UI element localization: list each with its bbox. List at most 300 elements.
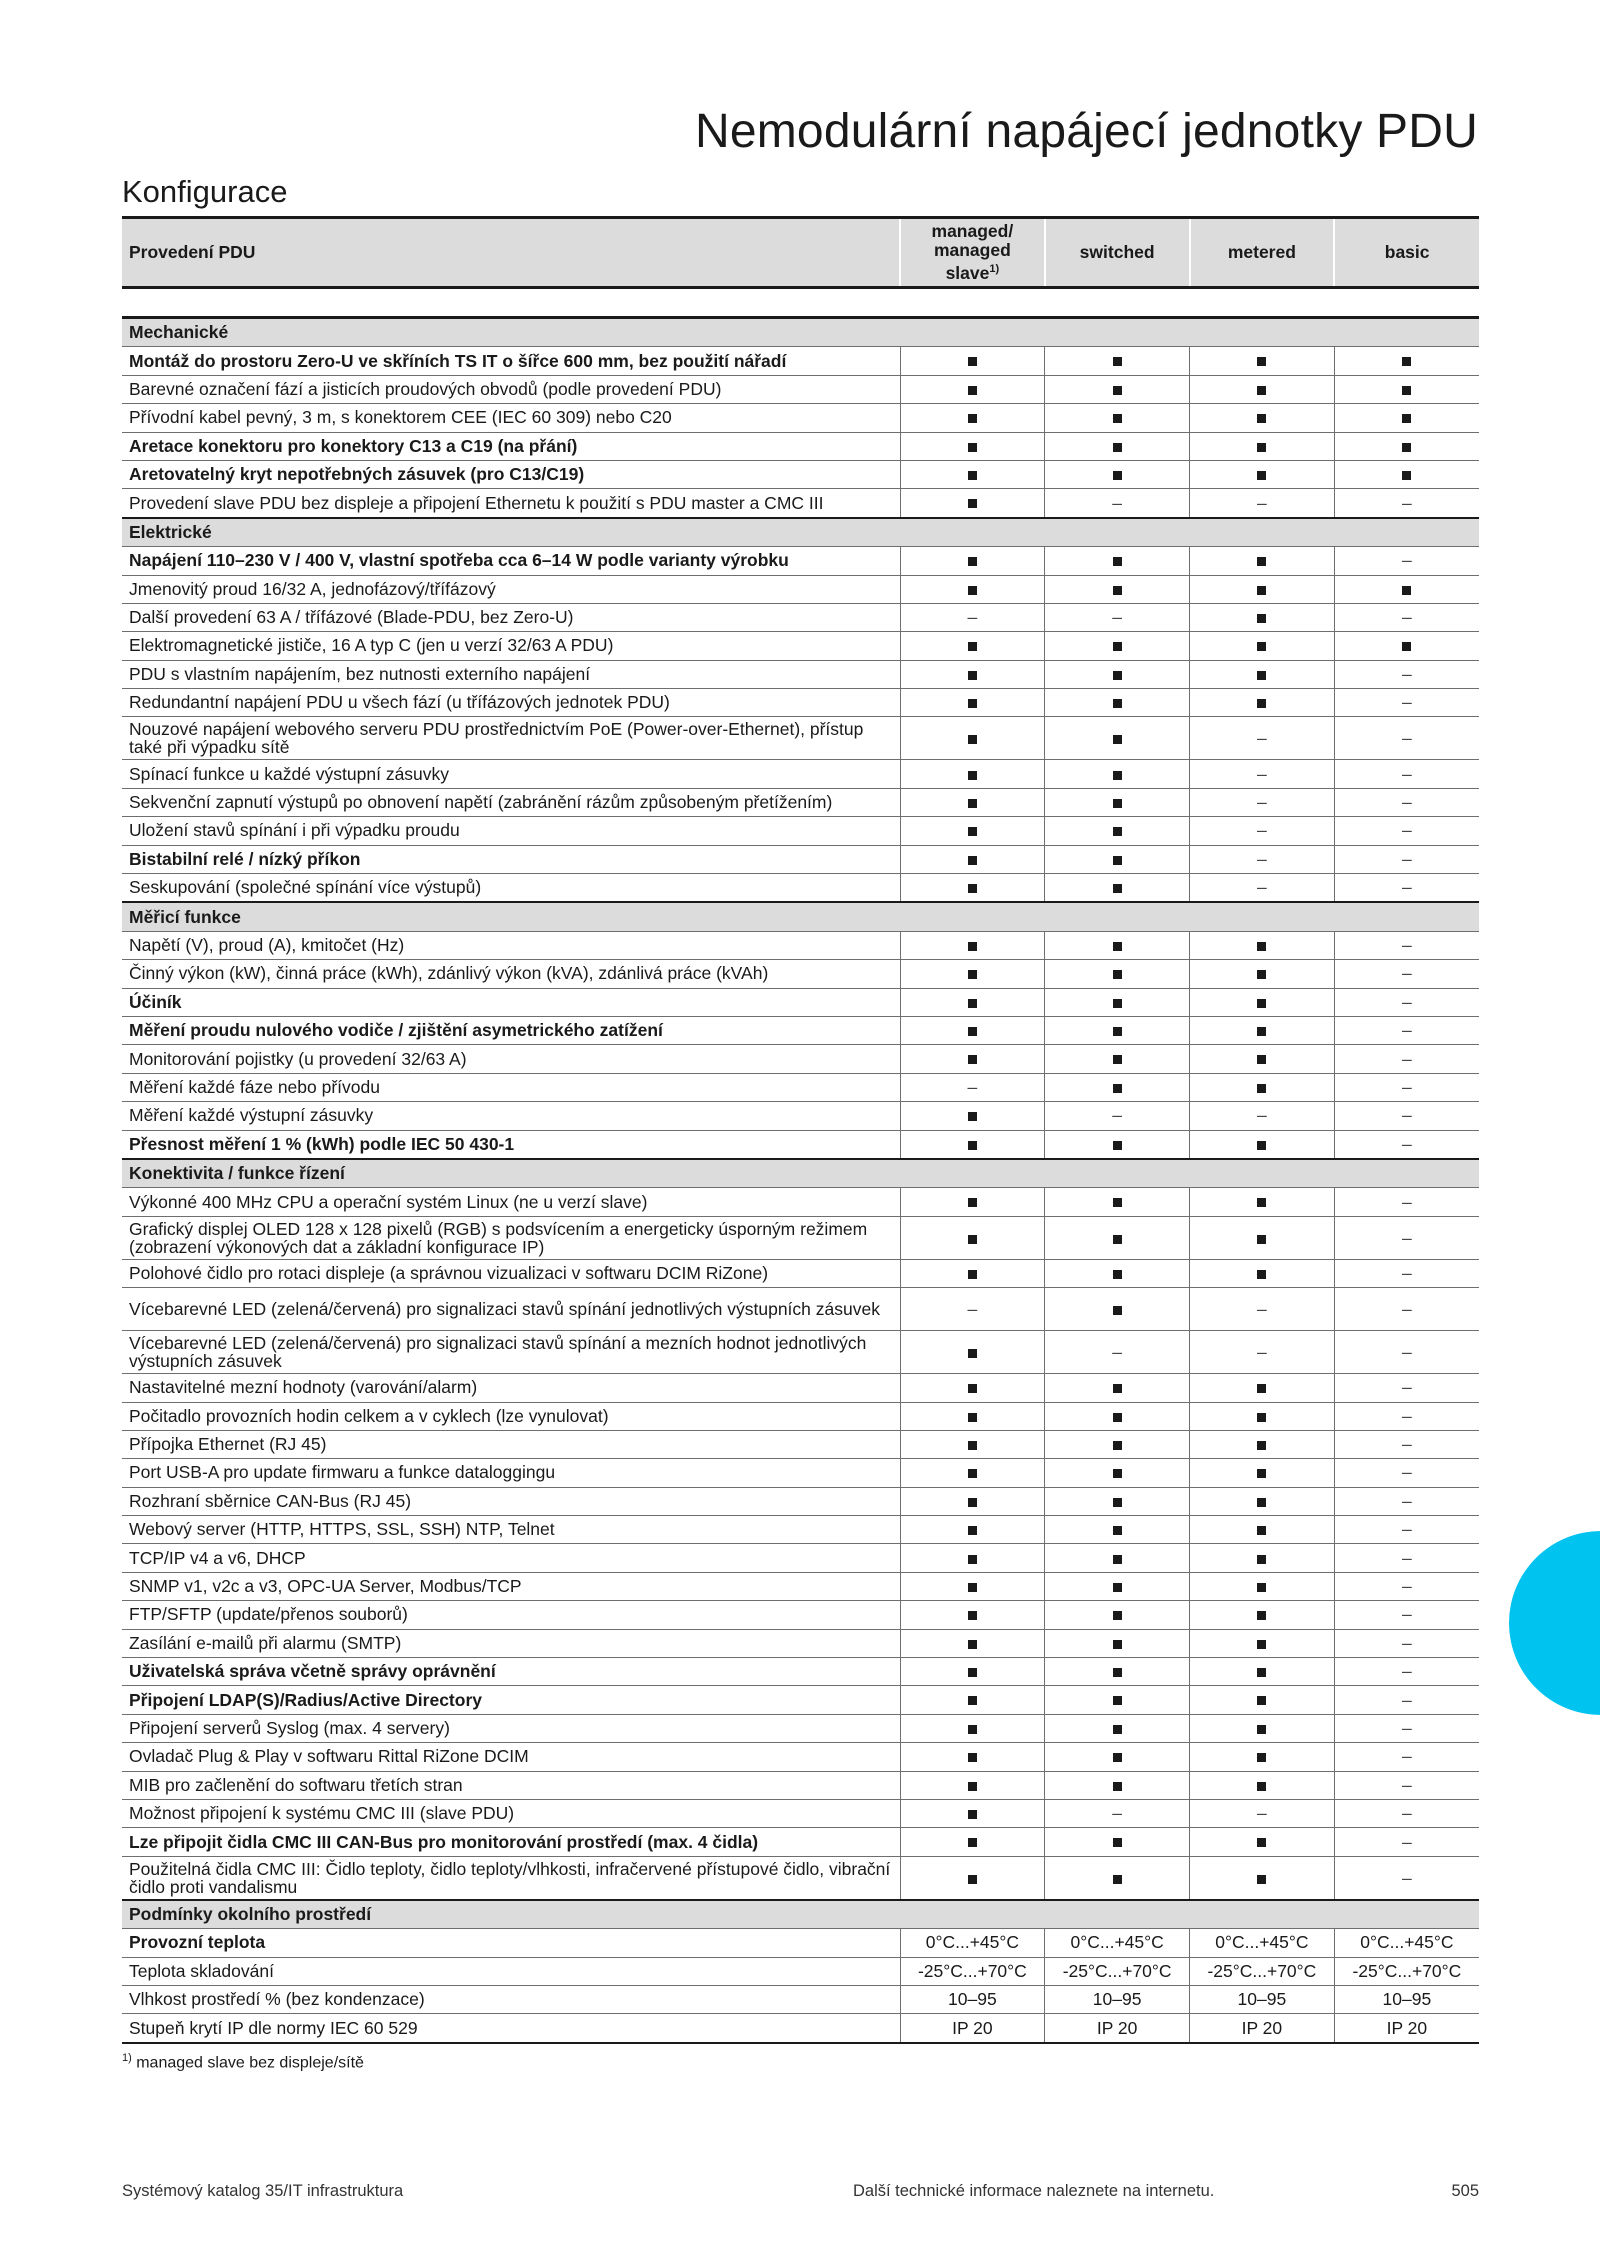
filled-square-icon — [968, 1555, 977, 1564]
feature-label: Monitorování pojistky (u provedení 32/63 A) — [122, 1045, 900, 1073]
table-row — [122, 1957, 1479, 1985]
chapter-tab-marker — [1509, 1531, 1600, 1715]
feature-available-cell — [1190, 1714, 1335, 1742]
feature-available-cell — [1045, 1130, 1190, 1159]
table-row — [122, 432, 1479, 460]
filled-square-icon — [968, 1875, 977, 1884]
filled-square-icon — [968, 942, 977, 951]
filled-square-icon — [1257, 699, 1266, 708]
header-col-text: slave — [945, 262, 990, 283]
feature-unavailable-cell — [1334, 1743, 1479, 1771]
dash-mark: – — [1257, 877, 1267, 898]
value-cell — [1190, 1929, 1335, 1957]
feature-unavailable-cell — [1334, 547, 1479, 575]
feature-available-cell — [1045, 1188, 1190, 1216]
filled-square-icon — [968, 1753, 977, 1762]
section-row — [122, 318, 1479, 347]
filled-square-icon — [1113, 1668, 1122, 1677]
feature-label: Port USB-A pro update firmwaru a funkce dataloggingu — [122, 1459, 900, 1487]
table-row — [122, 404, 1479, 432]
feature-label: Napětí (V), proud (A), kmitočet (Hz) — [122, 931, 900, 959]
cell-value: 10–95 — [948, 1989, 997, 2010]
dash-mark: – — [1402, 1576, 1412, 1597]
filled-square-icon — [968, 1469, 977, 1478]
table-row — [122, 1658, 1479, 1686]
dash-mark: – — [967, 1076, 978, 1097]
filled-square-icon — [1257, 1782, 1266, 1791]
filled-square-icon — [1113, 1384, 1122, 1393]
feature-available-cell — [1190, 404, 1335, 432]
table-row — [122, 1402, 1479, 1430]
feature-available-cell — [1190, 660, 1335, 688]
feature-label: Montáž do prostoru Zero-U ve skříních TS IT o šířce 600 mm, bez použití nářadí — [122, 347, 900, 375]
feature-label: Počitadlo provozních hodin celkem a v cyklech (lze vynulovat) — [122, 1402, 900, 1430]
dash-mark: – — [1257, 1299, 1267, 1320]
cell-value: -25°C...+70°C — [1352, 1960, 1462, 1981]
cell-value: 0°C...+45°C — [1070, 1932, 1164, 1953]
feature-unavailable-cell — [1334, 1130, 1479, 1159]
table-row — [122, 931, 1479, 959]
feature-available-cell — [900, 1799, 1045, 1827]
filled-square-icon — [1113, 471, 1122, 480]
header-col-text: metered — [1227, 242, 1296, 262]
filled-square-icon — [968, 386, 977, 395]
dash-mark: – — [1402, 1262, 1412, 1283]
feature-available-cell — [900, 1686, 1045, 1714]
feature-label: Vícebarevné LED (zelená/červená) pro signalizaci stavů spínání jednotlivých výstupních zásuvek — [122, 1288, 900, 1331]
page-subtitle: Konfigurace — [122, 174, 288, 209]
dash-mark: – — [1402, 492, 1412, 513]
feature-unavailable-cell — [1045, 1799, 1190, 1827]
filled-square-icon — [1257, 942, 1266, 951]
table-row — [122, 1629, 1479, 1657]
filled-square-icon — [1113, 1235, 1122, 1244]
feature-available-cell — [900, 1459, 1045, 1487]
feature-available-cell — [900, 1856, 1045, 1900]
filled-square-icon — [1113, 735, 1122, 744]
feature-unavailable-cell — [1334, 1856, 1479, 1900]
table-row — [122, 1045, 1479, 1073]
feature-unavailable-cell — [1334, 1216, 1479, 1259]
feature-available-cell — [1045, 1430, 1190, 1458]
feature-available-cell — [1190, 1216, 1335, 1259]
feature-available-cell — [1045, 1828, 1190, 1856]
table-row — [122, 960, 1479, 988]
feature-available-cell — [1190, 432, 1335, 460]
value-cell — [900, 1957, 1045, 1985]
dash-mark: – — [1402, 1831, 1412, 1852]
feature-available-cell — [900, 1402, 1045, 1430]
feature-label: Výkonné 400 MHz CPU a operační systém Linux (ne u verzí slave) — [122, 1188, 900, 1216]
filled-square-icon — [1257, 1640, 1266, 1649]
feature-label: Aretace konektoru pro konektory C13 a C19 (na přání) — [122, 432, 900, 460]
feature-label: Redundantní napájení PDU u všech fází (u třífázových jednotek PDU) — [122, 689, 900, 717]
feature-available-cell — [1190, 1130, 1335, 1159]
table-row — [122, 1714, 1479, 1742]
filled-square-icon — [1257, 1611, 1266, 1620]
value-cell — [900, 1985, 1045, 2013]
feature-available-cell — [900, 660, 1045, 688]
filled-square-icon — [1257, 1875, 1266, 1884]
dash-mark: – — [1402, 1076, 1412, 1097]
feature-label: MIB pro začlenění do softwaru třetích stran — [122, 1771, 900, 1799]
feature-available-cell — [1045, 1459, 1190, 1487]
filled-square-icon — [968, 1725, 977, 1734]
table-row — [122, 1331, 1479, 1374]
value-cell — [1045, 1985, 1190, 2013]
feature-available-cell — [1334, 632, 1479, 660]
feature-unavailable-cell — [1334, 1771, 1479, 1799]
feature-label: Provozní teplota — [122, 1929, 900, 1957]
filled-square-icon — [1113, 1640, 1122, 1649]
cell-value: -25°C...+70°C — [1062, 1960, 1172, 1981]
filled-square-icon — [1257, 1498, 1266, 1507]
filled-square-icon — [968, 771, 977, 780]
dash-mark: – — [1402, 1519, 1412, 1540]
feature-available-cell — [1190, 988, 1335, 1016]
feature-available-cell — [1045, 1402, 1190, 1430]
feature-available-cell — [900, 404, 1045, 432]
feature-available-cell — [1045, 1601, 1190, 1629]
table-row — [122, 1459, 1479, 1487]
filled-square-icon — [1257, 1725, 1266, 1734]
dash-mark: – — [1402, 607, 1412, 628]
filled-square-icon — [968, 671, 977, 680]
filled-square-icon — [968, 1198, 977, 1207]
dash-mark: – — [1257, 820, 1267, 841]
cell-value: -25°C...+70°C — [1207, 1960, 1317, 1981]
dash-mark: – — [1402, 1547, 1412, 1568]
feature-label: Měření proudu nulového vodiče / zjištění asymetrického zatížení — [122, 1016, 900, 1044]
feature-unavailable-cell — [1334, 1686, 1479, 1714]
feature-available-cell — [900, 817, 1045, 845]
table-row — [122, 1102, 1479, 1130]
value-cell — [1334, 1957, 1479, 1985]
feature-label: Bistabilní relé / nízký příkon — [122, 845, 900, 873]
filled-square-icon — [968, 1810, 977, 1819]
dash-mark: – — [1402, 1227, 1412, 1248]
dash-mark: – — [1257, 1342, 1267, 1363]
filled-square-icon — [1113, 827, 1122, 836]
feature-available-cell — [900, 1016, 1045, 1044]
dash-mark: – — [1257, 763, 1267, 784]
value-cell — [1190, 1957, 1335, 1985]
filled-square-icon — [968, 884, 977, 893]
cell-value: 0°C...+45°C — [1215, 1932, 1309, 1953]
dash-mark: – — [1257, 728, 1267, 749]
dash-mark: – — [1402, 1299, 1412, 1320]
filled-square-icon — [968, 856, 977, 865]
feature-available-cell — [1190, 1016, 1335, 1044]
feature-available-cell — [1190, 1516, 1335, 1544]
feature-label: Grafický displej OLED 128 x 128 pixelů (RGB) s podsvícením a energeticky úsporným režimem (zobrazení výkonových dat a základní konfigurace IP) — [122, 1216, 900, 1259]
feature-available-cell — [1045, 432, 1190, 460]
feature-unavailable-cell — [900, 603, 1045, 631]
filled-square-icon — [1402, 642, 1411, 651]
value-cell — [1334, 1929, 1479, 1957]
feature-label: Teplota skladování — [122, 1957, 900, 1985]
feature-unavailable-cell — [1334, 1430, 1479, 1458]
feature-available-cell — [1045, 1658, 1190, 1686]
cell-value: 10–95 — [1382, 1989, 1432, 2010]
feature-unavailable-cell — [1334, 1714, 1479, 1742]
feature-label: Přesnost měření 1 % (kWh) podle IEC 50 430-1 — [122, 1130, 900, 1159]
filled-square-icon — [1257, 443, 1266, 452]
filled-square-icon — [968, 1526, 977, 1535]
feature-available-cell — [1190, 689, 1335, 717]
table-row — [122, 845, 1479, 873]
filled-square-icon — [968, 499, 977, 508]
feature-unavailable-cell — [1334, 788, 1479, 816]
feature-unavailable-cell — [1334, 1828, 1479, 1856]
table-row — [122, 489, 1479, 518]
feature-available-cell — [1045, 632, 1190, 660]
feature-available-cell — [900, 1216, 1045, 1259]
filled-square-icon — [1113, 1583, 1122, 1592]
footnote — [122, 2052, 364, 2072]
filled-square-icon — [1402, 357, 1411, 366]
feature-available-cell — [900, 760, 1045, 788]
feature-unavailable-cell — [1334, 1799, 1479, 1827]
feature-available-cell — [1045, 960, 1190, 988]
filled-square-icon — [968, 1441, 977, 1450]
table-row — [122, 1487, 1479, 1515]
dash-mark: – — [1402, 1462, 1412, 1483]
filled-square-icon — [968, 1696, 977, 1705]
feature-unavailable-cell — [900, 1073, 1045, 1101]
feature-label: Spínací funkce u každé výstupní zásuvky — [122, 760, 900, 788]
filled-square-icon — [1257, 1198, 1266, 1207]
feature-label: Elektromagnetické jističe, 16 A typ C (jen u verzí 32/63 A PDU) — [122, 632, 900, 660]
filled-square-icon — [1402, 386, 1411, 395]
feature-unavailable-cell — [1334, 760, 1479, 788]
feature-available-cell — [1190, 1374, 1335, 1402]
footer-catalog: Systémový katalog 35/IT infrastruktura — [122, 2182, 404, 2200]
feature-available-cell — [900, 1743, 1045, 1771]
feature-available-cell — [1190, 603, 1335, 631]
feature-available-cell — [1190, 1544, 1335, 1572]
value-cell — [1045, 1957, 1190, 1985]
feature-label: Nastavitelné mezní hodnoty (varování/alarm) — [122, 1374, 900, 1402]
feature-available-cell — [900, 632, 1045, 660]
feature-available-cell — [900, 788, 1045, 816]
filled-square-icon — [968, 1640, 977, 1649]
table-row — [122, 460, 1479, 488]
filled-square-icon — [968, 1027, 977, 1036]
feature-label: Použitelná čidla CMC III: Čidlo teploty, čidlo teploty/vlhkosti, infračervené přístupové čidlo, vibrační čidlo proti vandalismu — [122, 1856, 900, 1900]
section-label: Konektivita / funkce řízení — [122, 1159, 1479, 1188]
feature-available-cell — [1190, 1459, 1335, 1487]
feature-unavailable-cell — [1334, 1374, 1479, 1402]
filled-square-icon — [1257, 1027, 1266, 1036]
feature-available-cell — [1045, 1686, 1190, 1714]
feature-label: Napájení 110–230 V / 400 V, vlastní spotřeba cca 6–14 W podle varianty výrobku — [122, 547, 900, 575]
feature-label: SNMP v1, v2c a v3, OPC-UA Server, Modbus/TCP — [122, 1572, 900, 1600]
feature-available-cell — [900, 988, 1045, 1016]
table-row — [122, 988, 1479, 1016]
feature-unavailable-cell — [1334, 874, 1479, 903]
cell-value: IP 20 — [1096, 2017, 1138, 2038]
filled-square-icon — [1257, 1555, 1266, 1564]
feature-available-cell — [1190, 1402, 1335, 1430]
feature-available-cell — [900, 347, 1045, 375]
header-col-text: basic — [1384, 242, 1430, 262]
feature-available-cell — [1045, 1629, 1190, 1657]
feature-available-cell — [1045, 1259, 1190, 1287]
header-col-text: switched — [1079, 242, 1155, 262]
feature-available-cell — [1190, 931, 1335, 959]
section-label: Mechanické — [122, 318, 1479, 347]
filled-square-icon — [968, 357, 977, 366]
feature-available-cell — [1045, 460, 1190, 488]
header-col-metered — [1190, 218, 1335, 288]
filled-square-icon — [1257, 357, 1266, 366]
dash-mark: – — [1402, 1867, 1412, 1888]
feature-available-cell — [900, 1188, 1045, 1216]
filled-square-icon — [1113, 1611, 1122, 1620]
feature-available-cell — [1045, 347, 1190, 375]
feature-unavailable-cell — [1190, 489, 1335, 518]
feature-unavailable-cell — [1190, 717, 1335, 760]
dash-mark: – — [1402, 848, 1412, 869]
filled-square-icon — [1257, 1413, 1266, 1422]
filled-square-icon — [1113, 1270, 1122, 1279]
filled-square-icon — [1257, 1055, 1266, 1064]
filled-square-icon — [968, 699, 977, 708]
filled-square-icon — [1113, 1198, 1122, 1207]
dash-mark: – — [1402, 1632, 1412, 1653]
header-col-switched — [1045, 218, 1190, 288]
table-row — [122, 1771, 1479, 1799]
feature-available-cell — [900, 1430, 1045, 1458]
feature-available-cell — [900, 1601, 1045, 1629]
table-row — [122, 1374, 1479, 1402]
table-row — [122, 1856, 1479, 1900]
filled-square-icon — [1113, 386, 1122, 395]
feature-available-cell — [1045, 845, 1190, 873]
feature-unavailable-cell — [1334, 1288, 1479, 1331]
dash-mark: – — [1402, 1689, 1412, 1710]
value-cell — [900, 1929, 1045, 1957]
filled-square-icon — [1113, 1526, 1122, 1535]
dash-mark: – — [1402, 820, 1412, 841]
feature-label: Vlhkost prostředí % (bez kondenzace) — [122, 1985, 900, 2013]
feature-available-cell — [1045, 1016, 1190, 1044]
value-cell — [1334, 1985, 1479, 2013]
feature-available-cell — [1045, 817, 1190, 845]
footer-info: Další technické informace naleznete na internetu. — [853, 2182, 1215, 2200]
feature-label: Přívodní kabel pevný, 3 m, s konektorem CEE (IEC 60 309) nebo C20 — [122, 404, 900, 432]
header-col-text: managed/ — [931, 221, 1014, 242]
header-col-sup: 1) — [989, 263, 1000, 276]
filled-square-icon — [968, 1498, 977, 1507]
dash-mark: – — [1402, 877, 1412, 898]
filled-square-icon — [968, 1112, 977, 1121]
filled-square-icon — [968, 1583, 977, 1592]
feature-available-cell — [1190, 1073, 1335, 1101]
feature-unavailable-cell — [1334, 1629, 1479, 1657]
feature-unavailable-cell — [1334, 1045, 1479, 1073]
feature-available-cell — [1190, 960, 1335, 988]
filled-square-icon — [1113, 586, 1122, 595]
table-row — [122, 817, 1479, 845]
filled-square-icon — [1257, 1668, 1266, 1677]
feature-available-cell — [1045, 717, 1190, 760]
feature-available-cell — [1190, 1771, 1335, 1799]
table-row — [122, 1985, 1479, 2013]
table-row — [122, 689, 1479, 717]
dash-mark: – — [1257, 1105, 1267, 1126]
feature-available-cell — [1045, 788, 1190, 816]
filled-square-icon — [1257, 1384, 1266, 1393]
filled-square-icon — [1113, 1555, 1122, 1564]
feature-available-cell — [1190, 1629, 1335, 1657]
feature-available-cell — [900, 489, 1045, 518]
feature-unavailable-cell — [1190, 1102, 1335, 1130]
feature-label: Činný výkon (kW), činná práce (kWh), zdánlivý výkon (kVA), zdánlivá práce (kVAh) — [122, 960, 900, 988]
filled-square-icon — [968, 827, 977, 836]
filled-square-icon — [1402, 471, 1411, 480]
feature-label: Uložení stavů spínání i při výpadku proudu — [122, 817, 900, 845]
feature-label: Seskupování (společné spínání více výstupů) — [122, 874, 900, 903]
filled-square-icon — [968, 443, 977, 452]
table-row — [122, 2014, 1479, 2043]
dash-mark: – — [1112, 1342, 1122, 1363]
table-row — [122, 1430, 1479, 1458]
feature-available-cell — [1334, 432, 1479, 460]
filled-square-icon — [1257, 1753, 1266, 1762]
dash-mark: – — [1402, 1133, 1412, 1154]
filled-square-icon — [1113, 1027, 1122, 1036]
feature-unavailable-cell — [1190, 1331, 1335, 1374]
feature-available-cell — [1045, 1572, 1190, 1600]
feature-unavailable-cell — [1334, 1331, 1479, 1374]
filled-square-icon — [968, 1235, 977, 1244]
dash-mark: – — [1402, 763, 1412, 784]
dash-mark: – — [1402, 663, 1412, 684]
filled-square-icon — [1113, 642, 1122, 651]
feature-label: Měření každé fáze nebo přívodu — [122, 1073, 900, 1101]
feature-available-cell — [1190, 575, 1335, 603]
feature-label: Provedení slave PDU bez displeje a připojení Ethernetu k použití s PDU master a CMC III — [122, 489, 900, 518]
table-row — [122, 1516, 1479, 1544]
filled-square-icon — [1113, 1441, 1122, 1450]
dash-mark: – — [1402, 1105, 1412, 1126]
feature-available-cell — [1045, 1544, 1190, 1572]
table-row — [122, 1016, 1479, 1044]
filled-square-icon — [1257, 1469, 1266, 1478]
filled-square-icon — [968, 586, 977, 595]
filled-square-icon — [968, 970, 977, 979]
feature-available-cell — [900, 1259, 1045, 1287]
feature-unavailable-cell — [1334, 960, 1479, 988]
feature-available-cell — [1190, 547, 1335, 575]
dash-mark: – — [1112, 492, 1122, 513]
table-row — [122, 1544, 1479, 1572]
feature-label: Další provedení 63 A / třífázové (Blade-PDU, bez Zero-U) — [122, 603, 900, 631]
feature-label: Zasílání e-mailů při alarmu (SMTP) — [122, 1629, 900, 1657]
feature-available-cell — [1045, 660, 1190, 688]
filled-square-icon — [1257, 1838, 1266, 1847]
dash-mark: – — [1402, 935, 1412, 955]
dash-mark: – — [967, 1299, 978, 1320]
feature-label: Rozhraní sběrnice CAN-Bus (RJ 45) — [122, 1487, 900, 1515]
feature-unavailable-cell — [1334, 1459, 1479, 1487]
feature-label: Možnost připojení k systému CMC III (slave PDU) — [122, 1799, 900, 1827]
dash-mark: – — [1402, 1191, 1412, 1212]
filled-square-icon — [968, 735, 977, 744]
feature-available-cell — [1045, 1771, 1190, 1799]
